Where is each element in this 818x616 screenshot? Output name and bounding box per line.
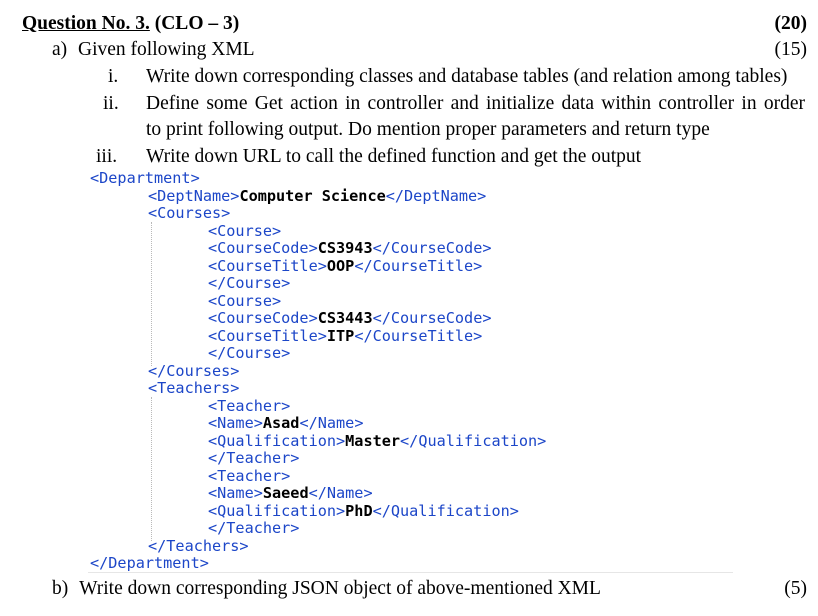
xml-value: Computer Science <box>239 186 386 205</box>
part-b-heading <box>52 576 601 602</box>
question-number: Question No. 3. <box>22 13 150 34</box>
xml-open-tag: <Name> <box>208 484 263 502</box>
part-b-text: Write down corresponding JSON object of above-mentioned XML <box>79 578 601 599</box>
xml-line <box>148 380 239 398</box>
xml-open-tag: <Name> <box>208 414 263 432</box>
part-a-heading <box>52 37 255 63</box>
xml-open-tag: <CourseCode> <box>208 309 318 327</box>
xml-line <box>208 240 491 258</box>
xml-value: Asad <box>262 414 300 432</box>
xml-value: Saeed <box>262 484 309 502</box>
xml-open-tag: <CourseTitle> <box>208 256 327 275</box>
item-ii-text-line2: to print following output. Do mention proper parameters and return type <box>146 119 710 140</box>
xml-value: CS3443 <box>317 309 373 327</box>
xml-open-tag: </Course> <box>208 274 291 292</box>
xml-line <box>148 363 239 381</box>
xml-open-tag: </Teachers> <box>148 536 249 555</box>
xml-open-tag: <DeptName> <box>148 186 240 205</box>
xml-open-tag: <Qualification> <box>208 501 346 520</box>
xml-line <box>208 520 299 538</box>
xml-line <box>148 538 249 556</box>
item-i-text: Write down corresponding classes and database tables (and relation among tables) <box>146 66 788 87</box>
xml-close-tag: </Name> <box>299 414 364 432</box>
xml-line <box>208 415 363 433</box>
xml-line <box>208 310 491 328</box>
xml-open-tag: </Course> <box>208 344 291 362</box>
xml-line <box>208 293 281 311</box>
xml-open-tag: <Course> <box>208 291 282 310</box>
xml-close-tag: </CourseCode> <box>372 309 492 327</box>
xml-line <box>208 398 290 416</box>
indent-guide-courses <box>151 222 152 366</box>
xml-line <box>208 345 290 363</box>
item-ii-text-line1: Define some Get action in controller and initialize data within controller in order <box>146 93 805 114</box>
xml-close-tag: </DeptName> <box>385 186 487 205</box>
xml-value: Master <box>345 431 401 450</box>
xml-line <box>90 170 200 188</box>
xml-line <box>208 503 519 521</box>
item-iii-number: iii. <box>96 146 118 167</box>
xml-line <box>208 485 373 503</box>
xml-close-tag: </Name> <box>308 484 373 502</box>
part-a-label: a) <box>52 39 68 60</box>
part-a-marks: (15) <box>774 39 807 60</box>
xml-close-tag: </Qualification> <box>372 501 519 520</box>
xml-open-tag: </Teacher> <box>208 519 300 537</box>
xml-line <box>90 555 209 573</box>
xml-open-tag: <CourseCode> <box>208 239 318 257</box>
xml-value: ITP <box>326 326 355 345</box>
part-b-marks: (5) <box>784 578 807 599</box>
xml-line <box>208 433 546 451</box>
xml-value: PhD <box>345 501 373 520</box>
xml-line <box>208 258 482 276</box>
xml-value: CS3943 <box>317 239 373 257</box>
item-iii-text: Write down URL to call the defined function and get the output <box>146 146 642 167</box>
xml-line <box>208 328 482 346</box>
question-heading <box>22 11 239 37</box>
indent-guide-teachers <box>151 397 152 541</box>
item-i-number: i. <box>108 66 119 87</box>
part-b-label: b) <box>52 578 69 599</box>
xml-close-tag: </CourseCode> <box>372 239 492 257</box>
xml-open-tag: </Courses> <box>148 361 240 380</box>
xml-line <box>208 275 290 293</box>
xml-open-tag: <Department> <box>90 169 200 187</box>
xml-open-tag: <Teachers> <box>148 379 240 397</box>
xml-line <box>208 450 299 468</box>
part-a-text: Given following XML <box>78 39 255 60</box>
xml-line <box>208 223 281 241</box>
xml-close-tag: </Qualification> <box>400 431 547 450</box>
xml-open-tag: </Teacher> <box>208 449 300 467</box>
question-marks: (20) <box>774 13 807 34</box>
xml-open-tag: <Teacher> <box>208 466 291 485</box>
xml-close-tag: </CourseTitle> <box>354 326 483 345</box>
xml-open-tag: <Course> <box>208 221 282 240</box>
xml-line <box>208 468 290 486</box>
xml-open-tag: <Qualification> <box>208 431 346 450</box>
item-ii-number: ii. <box>103 93 119 114</box>
xml-open-tag: </Department> <box>90 554 209 572</box>
question-clo: (CLO – 3) <box>154 13 240 34</box>
xml-value: OOP <box>326 256 355 275</box>
xml-line <box>148 188 486 206</box>
xml-open-tag: <Teacher> <box>208 396 291 415</box>
xml-open-tag: <CourseTitle> <box>208 326 327 345</box>
xml-open-tag: <Courses> <box>148 204 231 222</box>
xml-close-tag: </CourseTitle> <box>354 256 483 275</box>
separator-line <box>88 572 733 573</box>
xml-line <box>148 205 230 223</box>
